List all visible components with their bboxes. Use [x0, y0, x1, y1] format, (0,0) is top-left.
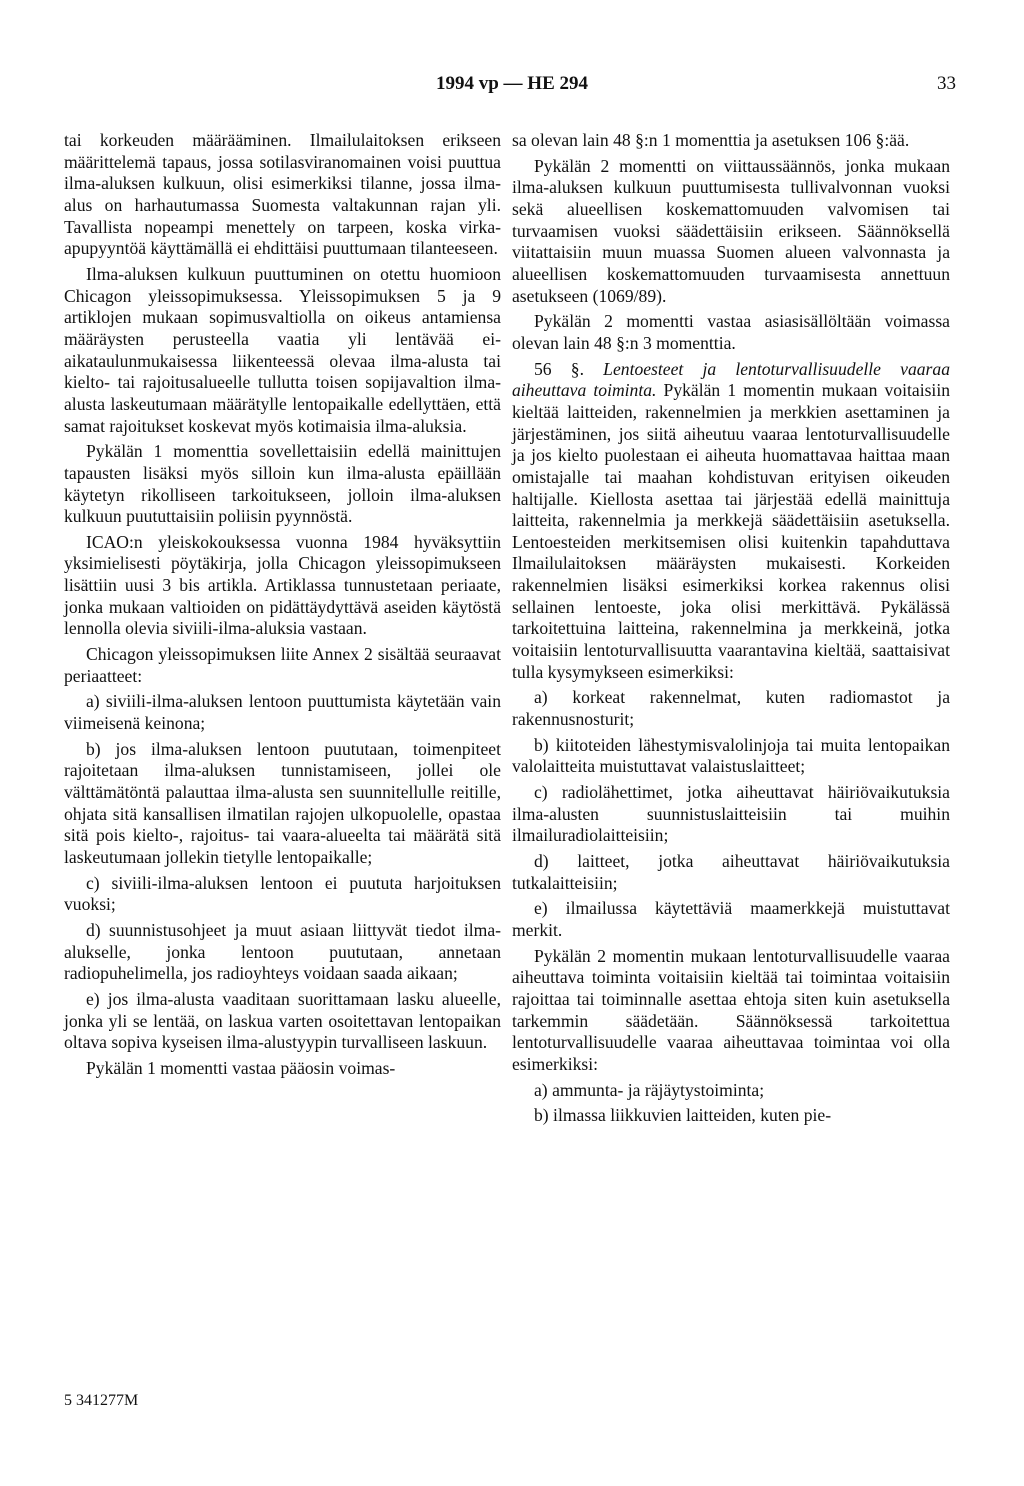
section-title: Lentoesteet ja lentoturvallisuudelle vaaraa aiheuttava toiminta. [512, 358, 950, 401]
paragraph: Pykälän 2 momentin mukaan lentoturvallisuudelle vaaraa aiheuttava toiminta voitaisiin kieltää tai toimintaa voitaisiin rajoittaa tai toiminnalle asettaa ehtoja siten kuin asetuksella tarkemmin säädetään. Säännöksessä tarkoitettua lentoturvallisuudelle vaaraa aiheuttavaa toimintaa voi olla esimerkiksi: [512, 945, 950, 1074]
list-item: b) kiitoteiden lähestymisvalolinjoja tai muita lentopaikan valolaitteita muistuttavat valaistuslaitteet; [512, 734, 950, 777]
paragraph: Pykälän 1 momenttia sovellettaisiin edellä mainittujen tapausten lisäksi myös silloin kun ilma-alusta epäillään käytetyn rikolliseen tarkoitukseen, jolloin ilma-aluksen kulkuun puututtaisiin poliisin pyynnöstä. [64, 441, 501, 527]
list-item: c) siviili-ilma-aluksen lentoon ei puututa harjoituksen vuoksi; [64, 872, 501, 915]
document-title: 1994 vp — HE 294 [435, 73, 589, 94]
paragraph: Ilma-aluksen kulkuun puuttuminen on otettu huomioon Chicagon yleissopimuksessa. Yleissopimuksen 5 ja 9 artiklojen mukaan sopimusvaltiolla on oikeus antamiensa määräysten perusteella vaatia yli lentävää ei-aikataulunmukaisessa liikenteessä olevaa ilma-alusta tai kielto- tai rajoitusalueelle tullutta toisen sopijavaltion ilma-alusta laskeutumaan määrätylle lentopaikalle edellyttäen, että samat rajoitukset koskevat myös kotimaisia ilma-aluksia. [64, 263, 501, 436]
paragraph: Pykälän 2 momentti vastaa asiasisällöltään voimassa olevan lain 48 §:n 3 momenttia. [512, 311, 950, 353]
section-number: 56 §. [534, 358, 584, 379]
paragraph: Pykälän 1 momentti vastaa pääosin voimas- [86, 1057, 396, 1078]
paragraph: tai korkeuden määrääminen. Ilmailulaitoksen erikseen määrittelemä tapaus, jossa sotilasviranomainen voisi puuttua ilma-aluksen kulkuun, olisi esimerkiksi tilanne, jossa ilma-alus on harhautumassa Suomesta valtakunnan rajan yli. Tavallista nopeampi menettely on tarpeen, koska virka-apupyyntöä käyttämällä ei ehdittäisi puuttumaan tilanteeseen. [64, 130, 501, 259]
section-text: Pykälän 1 momentin mukaan voitaisiin kieltää laitteiden, rakennelmien ja merkkien asettaminen ja järjestäminen, jos siitä aiheutuu vaaraa lentoturvallisuudelle ja jos kielto puolestaan ei aiheuta huomattavaa haittaa maan omistajalle tai maahan kohdistuvan erityisen oikeuden haltijalle. Kiellosta asettaa tai järjestää edellä mainittuja laitteita, rakennelmia ja merkkejä säädettäisiin asetuksella. Lentoesteiden merkitsemisen olisi kuitenkin tapahduttava Ilmailulaitoksen määräysten mukaisesti. Korkeiden rakennelmien lisäksi esimerkiksi korkea rakennus olisi sellainen lentoeste, joka olisi merkittävä. Pykälässä tarkoitettuina laitteina, rakennelmina ja merkkeinä, jotka voitaisiin lentoturvallisuutta vaarantavina kieltää, saattaisivat tulla kysymykseen esimerkiksi: [512, 380, 951, 682]
list-item: a) siviili-ilma-aluksen lentoon puuttumista käytetään vain viimeisenä keinona; [64, 691, 501, 734]
page-header [0, 73, 1024, 103]
list-item: a) korkeat rakennelmat, kuten radiomastot ja rakennusnosturit; [512, 687, 950, 730]
list-item: a) ammunta- ja räjäytystoiminta; [534, 1079, 765, 1100]
list-item: e) ilmailussa käytettäviä maamerkkejä muistuttavat merkit. [512, 898, 950, 940]
list-item: d) laitteet, jotka aiheuttavat häiriövaikutuksia tutkalaitteisiin; [512, 851, 950, 893]
list-item: b) ilmassa liikkuvien laitteiden, kuten pie- [534, 1105, 832, 1126]
paragraph: ICAO:n yleiskokouksessa vuonna 1984 hyväksyttiin yksimielisesti pöytäkirja, jolla Chicagon yleissopimukseen lisättiin uusi 3 bis artikla. Artiklassa tunnustetaan periaate, jonka mukaan valtioiden on pidättäydyttävä aseiden käytöstä lennolla olevia siviili-ilma-aluksia vastaan. [64, 531, 501, 639]
section-paragraph [512, 359, 950, 684]
paragraph: Pykälän 2 momentti on viittaussäännös, jonka mukaan ilma-aluksen kulkuun puuttumisesta tullivalvonnan vuoksi sekä alueellisen koskemattomuuden valvomisen tai turvaamisen vuoksi säädettäisiin erikseen. Säännöksellä viitattaisiin muun muassa Suomen alueen valvonnasta ja alueellisen koskemattomuuden turvaamisesta annettuun asetukseen (1069/89). [512, 155, 950, 306]
page-number: 33 [937, 73, 956, 94]
list-item: c) radiolähettimet, jotka aiheuttavat häiriövaikutuksia ilma-alusten suunnistuslaitteisiin tai muihin ilmailuradiolaitteisiin; [512, 782, 950, 846]
list-item: b) jos ilma-aluksen lentoon puututaan, toimenpiteet rajoitetaan ilma-aluksen tunnistamiseen, jollei ole välttämätöntä palauttaa ilma-alusta sen suunnitellulle reitille, ohjata sitä kansallisen ilmatilan rajojen ulkopuolelle, opastaa sitä pois kielto-, rajoitus- tai vaara-alueelta tai määrätä sitä laskeutumaan jollekin tietylle lentopaikalle; [64, 738, 501, 867]
paragraph: sa olevan lain 48 §:n 1 momenttia ja asetuksen 106 §:ää. [512, 130, 910, 150]
paragraph: Chicagon yleissopimuksen liite Annex 2 sisältää seuraavat periaatteet: [64, 644, 501, 686]
list-item: d) suunnistusohjeet ja muut asiaan liittyvät tiedot ilma-alukselle, jonka lentoon puututaan, annetaan radiopuhelimella, jos radioyhteys voidaan saada aikaan; [64, 919, 501, 984]
list-item: e) jos ilma-alusta vaaditaan suorittamaan lasku alueelle, jonka yli se lentää, on laskua varten osoitettavan lentopaikan oltava sopiva kyseisen ilma-alustyypin turvalliseen laskuun. [64, 988, 501, 1053]
left-column [64, 130, 501, 1084]
print-code: 5 341277M [64, 1392, 139, 1409]
right-column [512, 130, 950, 1131]
